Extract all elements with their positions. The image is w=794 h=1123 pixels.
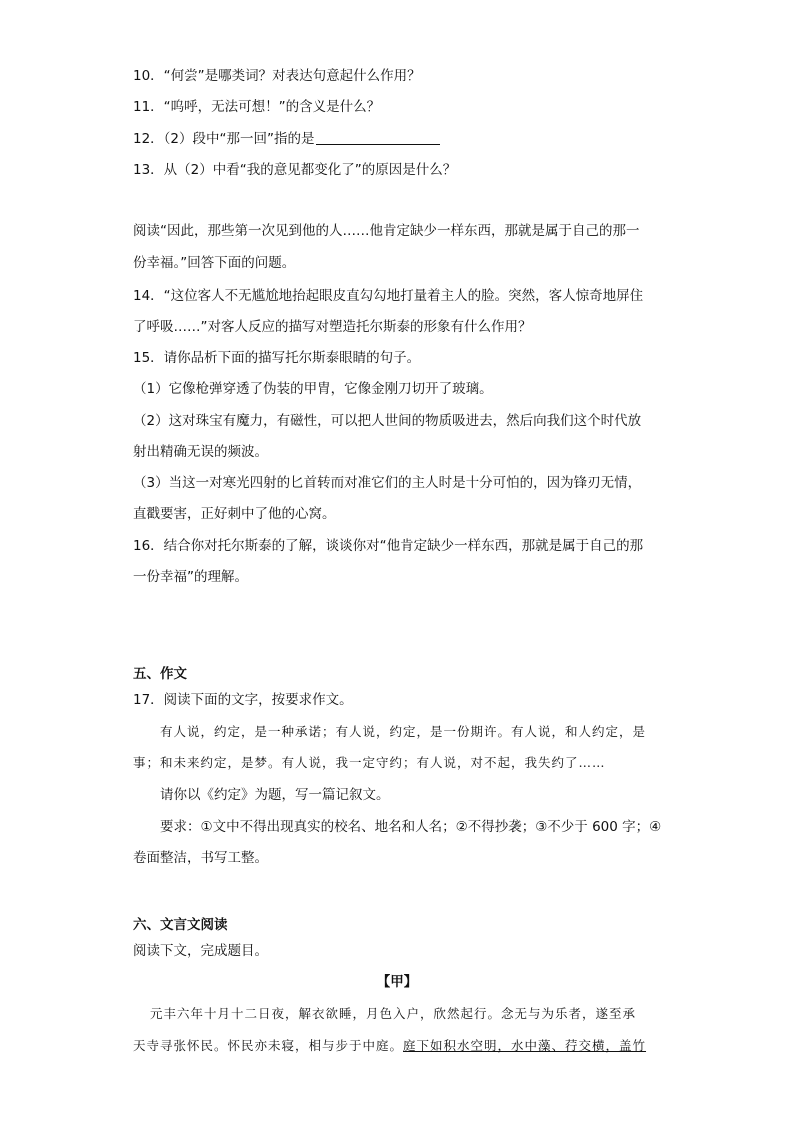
reading-intro-line-2: 份幸福。”回答下面的问题。 [133,255,296,271]
question-15-item-1: （1）它像枪弹穿透了伪装的甲胄，它像金刚刀切开了玻璃。 [133,381,493,397]
question-13: 13．从（2）中看“我的意见都变化了”的原因是什么？ [133,162,457,178]
question-15-item-2-line-1: （2）这对珠宝有魔力，有磁性，可以把人世间的物质吸进去，然后向我们这个时代放 [133,413,642,429]
section-6-title: 六、文言文阅读 [133,917,228,933]
passage-line-2 [133,1036,646,1056]
passage-label: 【甲】 [376,974,418,990]
question-17: 17．阅读下面的文字，按要求作文。 [133,692,353,708]
essay-material-line-2: 事；和未来约定，是梦。有人说，我一定守约；有人说，对不起，我失约了…… [133,755,606,770]
question-12 [133,129,440,149]
question-10: 10．“何尝”是哪类词？对表达句意起什么作用？ [133,68,421,84]
reading-intro-line-1: 阅读“因此，那些第一次见到他的人……他肯定缺少一样东西，那就是属于自己的那一 [133,223,640,239]
question-15-item-3-line-1: （3）当这一对寒光四射的匕首转而对准它们的主人时是十分可怕的，因为锋刃无情， [133,475,642,491]
passage-line-2-text: 天寺寻张怀民。怀民亦未寝，相与步于中庭。 [133,1038,404,1053]
question-14-line-2: 了呼吸……”对客人反应的描写对塑造托尔斯泰的形象有什么作用？ [133,319,532,335]
question-16-line-2: 一份幸福”的理解。 [133,569,248,585]
essay-material-line-1: 有人说，约定，是一种承诺；有人说，约定，是一份期许。有人说，和人约定，是 [160,724,647,739]
question-14-line-1: 14．“这位客人不无尴尬地抬起眼皮直勾勾地打量着主人的脸。突然，客人惊奇地屏住 [133,288,644,304]
essay-task: 请你以《约定》为题，写一篇记叙文。 [160,787,390,803]
answer-blank [316,130,440,145]
section-5-title: 五、作文 [133,666,187,682]
question-12-text: 12．（2）段中“那一回”指的是 [133,131,315,147]
question-11: 11．“呜呼，无法可想！”的含义是什么？ [133,99,381,115]
question-15-item-3-line-2: 直戳要害，正好刺中了他的心窝。 [133,506,336,522]
essay-requirements-line-2: 卷面整洁，书写工整。 [133,850,268,866]
passage-line-1: 元丰六年十月十二日夜，解衣欲睡，月色入户，欣然起行。念无与为乐者，遂至承 [150,1006,637,1021]
passage-underlined-text: 庭下如积水空明，水中藻、荇交横，盖竹 [403,1038,647,1053]
question-15: 15．请你品析下面的描写托尔斯泰眼睛的句子。 [133,350,421,366]
question-15-item-2-line-2: 射出精确无误的频波。 [133,444,268,460]
essay-requirements-line-1: 要求：①文中不得出现真实的校名、地名和人名；②不得抄袭；③不少于 600 字；④ [160,819,662,835]
classical-instruction: 阅读下文，完成题目。 [133,943,268,959]
question-16-line-1: 16．结合你对托尔斯泰的了解，谈谈你对“他肯定缺少一样东西，那就是属于自己的那 [133,538,644,554]
